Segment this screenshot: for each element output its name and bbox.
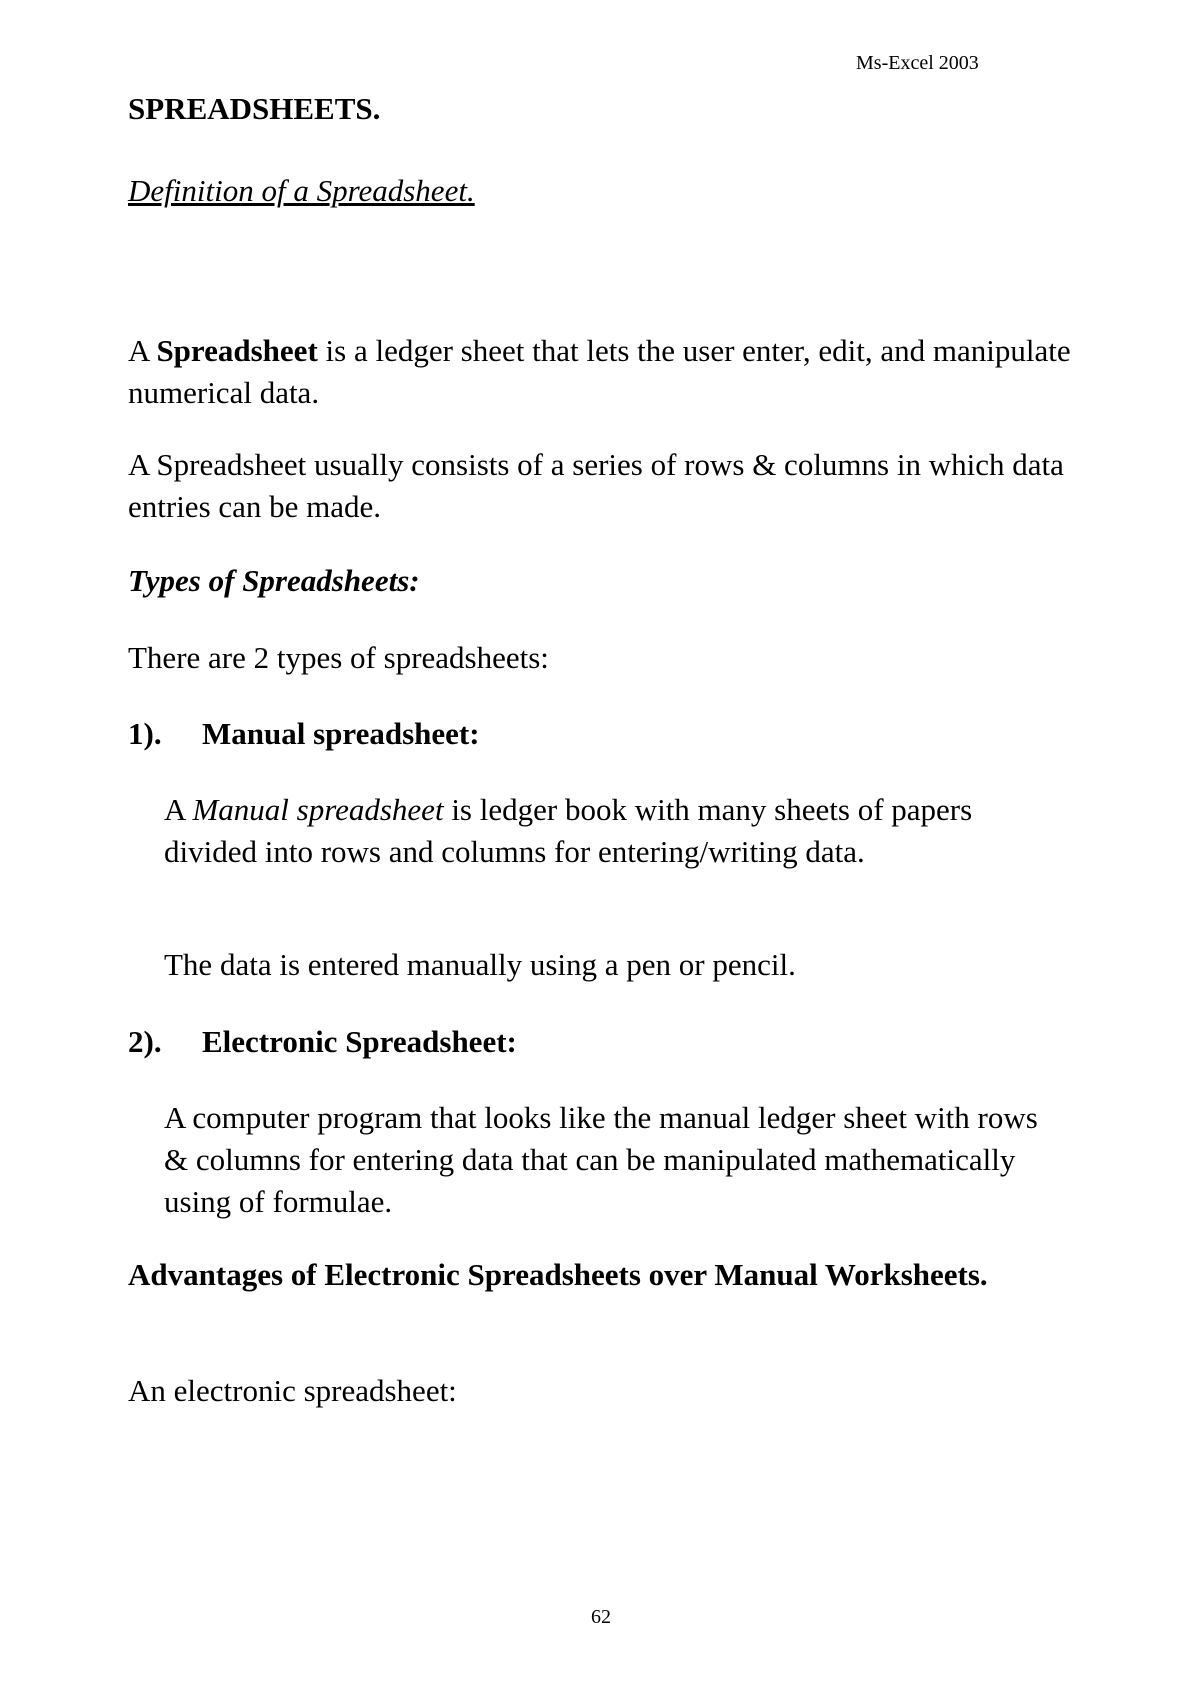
definition-prefix: A bbox=[128, 333, 157, 368]
manual-note: The data is entered manually using a pen or pencil. bbox=[164, 947, 796, 982]
consists-paragraph: A Spreadsheet usually consists of a series of rows & columns in which data entries can be made. bbox=[128, 447, 1064, 524]
advantages-heading: Advantages of Electronic Spreadsheets over Manual Worksheets. bbox=[128, 1257, 988, 1292]
electronic-number: 2). bbox=[128, 1024, 162, 1059]
definition-rest: is a ledger sheet that lets the user enter, edit, and manipulate numerical data. bbox=[128, 333, 1071, 410]
manual-number: 1). bbox=[128, 716, 162, 751]
manual-desc-rest: is ledger book with many sheets of papers divided into rows and columns for entering/writing data. bbox=[164, 792, 973, 869]
page-title: SPREADSHEETS. bbox=[128, 91, 381, 126]
manual-desc-prefix: A bbox=[164, 792, 193, 827]
manual-title: Manual spreadsheet: bbox=[202, 716, 480, 751]
electronic-description: A computer program that looks like the manual ledger sheet with rows & columns for entering data that can be manipulated mathematically using of formulae. bbox=[164, 1100, 1038, 1219]
electronic-title: Electronic Spreadsheet: bbox=[202, 1024, 517, 1059]
manual-heading bbox=[128, 716, 480, 752]
advantages-intro: An electronic spreadsheet: bbox=[128, 1373, 457, 1408]
manual-desc-term: Manual spreadsheet bbox=[192, 792, 444, 827]
manual-description bbox=[164, 789, 1064, 873]
definition-term: Spreadsheet bbox=[156, 333, 318, 368]
types-heading: Types of Spreadsheets: bbox=[128, 563, 420, 598]
types-intro: There are 2 types of spreadsheets: bbox=[128, 640, 549, 675]
definition-heading: Definition of a Spreadsheet. bbox=[128, 173, 475, 208]
page-number: 62 bbox=[591, 1606, 611, 1628]
definition-paragraph bbox=[128, 330, 1088, 414]
electronic-heading bbox=[128, 1024, 517, 1060]
running-header: Ms-Excel 2003 bbox=[856, 52, 979, 74]
